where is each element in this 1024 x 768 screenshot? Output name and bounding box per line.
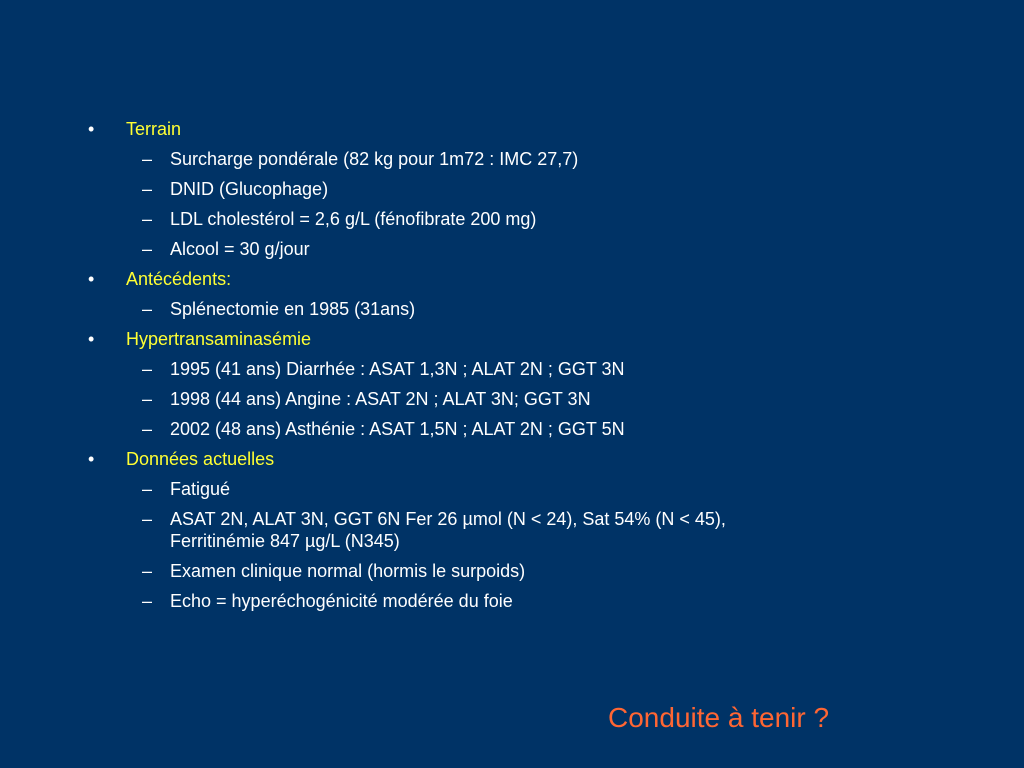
dash-icon: – [142,239,153,259]
list-item-text: DNID (Glucophage) [170,179,329,199]
list-item-text: Fatigué [170,479,231,499]
list-item-text: Echo = hyperéchogénicité modérée du foie [170,591,513,611]
section-terrain [86,114,946,264]
section-heading: Données actuelles [126,449,275,469]
list-item [86,384,946,414]
dash-icon: – [142,561,153,581]
list-item [86,204,946,234]
list-item-text: LDL cholestérol = 2,6 g/L (fénofibrate 200 mg) [170,209,537,229]
section-heading: Antécédents: [126,269,232,289]
dash-icon: – [142,149,153,169]
list-item-text: ASAT 2N, ALAT 3N, GGT 6N Fer 26 µmol (N < 24), Sat 54% (N < 45), Ferritinémie 847 µg/L (N345) [170,509,726,551]
list-item [86,556,946,586]
list-item-text: Alcool = 30 g/jour [170,239,310,259]
dash-icon: – [142,509,153,529]
question-footer: Conduite à tenir ? [608,702,830,733]
list-item-text: 1998 (44 ans) Angine : ASAT 2N ; ALAT 3N; GGT 3N [170,389,591,409]
list-item-text: Examen clinique normal (hormis le surpoids) [170,561,526,581]
list-item [86,144,946,174]
section-hypertransaminasemie [86,324,946,444]
list-item [86,474,946,504]
list-item [86,414,946,444]
list-item-text: Splénectomie en 1985 (31ans) [170,299,416,319]
dash-icon: – [142,359,153,379]
section-heading-row [86,444,946,474]
section-heading: Hypertransaminasémie [126,329,312,349]
section-heading: Terrain [126,119,182,139]
list-item-text: 2002 (48 ans) Asthénie : ASAT 1,5N ; ALAT 2N ; GGT 5N [170,419,625,439]
dash-icon: – [142,209,153,229]
list-item [86,294,946,324]
bullet-icon: • [88,119,95,139]
dash-icon: – [142,419,153,439]
list-item [86,354,946,384]
bullet-icon: • [88,449,95,469]
dash-icon: – [142,389,153,409]
bullet-icon: • [88,269,95,289]
section-heading-row [86,264,946,294]
list-item-text: Surcharge pondérale (82 kg pour 1m72 : IMC 27,7) [170,149,579,169]
list-item [86,174,946,204]
bullet-icon: • [88,329,95,349]
list-item [86,504,946,556]
section-antecedents [86,264,946,324]
dash-icon: – [142,179,153,199]
dash-icon: – [142,479,153,499]
list-item [86,234,946,264]
list-item-text: 1995 (41 ans) Diarrhée : ASAT 1,3N ; ALAT 2N ; GGT 3N [170,359,625,379]
section-heading-row [86,324,946,354]
section-heading-row [86,114,946,144]
slide-content [86,114,946,616]
section-donnees-actuelles [86,444,946,616]
list-item [86,586,946,616]
dash-icon: – [142,591,153,611]
dash-icon: – [142,299,153,319]
